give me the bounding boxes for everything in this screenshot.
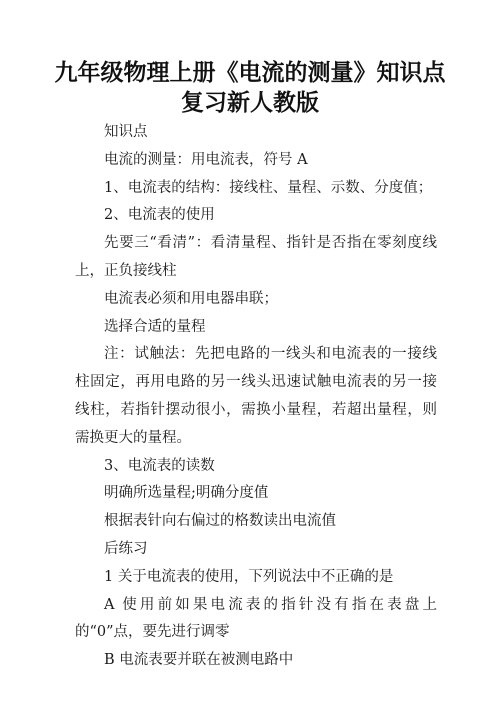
document-title-line-1: 九年级物理上册《电流的测量》知识点 (54, 59, 446, 86)
section-heading-knowledge: 知识点 (104, 124, 148, 140)
paragraph-three-checks: 先要三“看清”：看清量程、指针是否指在零刻度线上，正负接线柱 (75, 235, 437, 279)
paragraph-measurement: 电流的测量：用电流表，符号 A (104, 151, 308, 168)
paragraph-usage-heading: 2、电流表的使用 (104, 207, 215, 224)
document-body (75, 118, 437, 675)
paragraph-range-division: 明确所选量程;明确分度值 (104, 485, 269, 502)
paragraph-series: 电流表必须和用电器串联； (104, 290, 278, 307)
question-1-option-b: B 电流表要并联在被测电路中 (104, 652, 294, 669)
document-title-line-2: 复习新人教版 (181, 89, 319, 116)
section-heading-practice: 后练习 (104, 540, 148, 557)
paragraph-reading-heading: 3、电流表的读数 (104, 457, 215, 474)
question-1-option-a: A 使用前如果电流表的指针没有指在表盘上的“0”点，要先进行调零 (75, 596, 437, 641)
paragraph-trial-method: 注：试触法：先把电路的一线头和电流表的一接线柱固定，再用电路的另一线头迅速试触电流表的另一接线柱，若指针摆动很小，需换小量程，若超出量程，则需换更大的量程。 (75, 346, 437, 446)
question-1: 1 关于电流表的使用，下列说法中不正确的是 (104, 568, 394, 585)
paragraph-read-value: 根据表针向右偏过的格数读出电流值 (104, 513, 336, 530)
paragraph-range: 选择合适的量程 (104, 318, 206, 335)
paragraph-structure: 1、电流表的结构：接线柱、量程、示数、分度值； (104, 179, 433, 196)
